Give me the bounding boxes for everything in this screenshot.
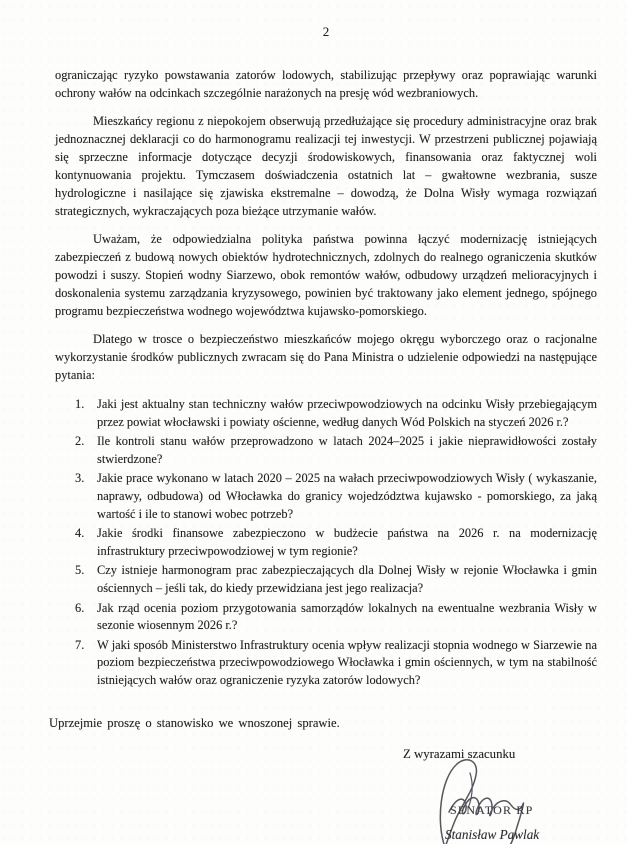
question-text: Czy istnieje harmonogram prac zabezpieczających dla Dolnej Wisły w rejonie Włocławka i gmin ościennych – jeśli tak, do kiedy przewidziana jest jego realizacja? <box>97 563 597 595</box>
question-text: Ile kontroli stanu wałów przeprowadzono w latach 2024–2025 i jakie nieprawidłowości zostały stwierdzone? <box>97 434 597 466</box>
question-item-4 <box>75 525 597 560</box>
question-number: 7. <box>75 637 85 652</box>
question-item-1 <box>75 396 597 431</box>
signature-name: Stanisław Pawlak <box>445 826 540 842</box>
letter-body <box>49 66 597 731</box>
question-number: 2. <box>75 434 85 449</box>
paragraph-3: Uważam, że odpowiedzialna polityka państwa powinna łączyć modernizację istniejących zabezpieczeń z budową nowych obiektów hydrotechnicznych, zdolnych do realnego ograniczenia skutków powodzi i suszy. Stopień wodny Siarzewo, obok remontów wałów, odbudowy urządzeń melioracyjnych i doskonalenia systemu zarządzania kryzysowego, powinien być traktowany jako element jednego, spójnego programu bezpieczeństwa wodnego województwa kujawsko-pomorskiego. <box>55 232 597 318</box>
paragraph-1: ograniczając ryzyko powstawania zatorów lodowych, stabilizując przepływy oraz poprawiając warunki ochrony wałów na odcinkach szczególnie narażonych na presję wód wezbraniowych. <box>55 68 597 100</box>
paragraph-4: Dlatego w trosce o bezpieczeństwo mieszkańców mojego okręgu wyborczego oraz o racjonalne wykorzystanie środków publicznych zwracam się do Pana Ministra o udzielenie odpowiedzi na następujące pytania: <box>55 332 597 382</box>
paragraph-2: Mieszkańcy regionu z niepokojem obserwują przedłużające się procedury administracyjne oraz brak jednoznacznej deklaracji co do harmonogramu realizacji tej inwestycji. W przestrzeni publicznej pojawiają się sprzeczne informacje dotyczące decyzji środowiskowych, finansowania oraz faktycznej woli kontynuowania projektu. Tymczasem doświadczenia ostatnich lat – gwałtowne wezbrania, susze hydrologiczne i nasilające się zjawiska ekstremalne – dowodzą, że Dolna Wisły wymaga rozwiązań strategicznych, wykraczających poza bieżące utrzymanie wałów. <box>55 114 597 218</box>
closing-line: Uprzejmie proszę o stanowisko we wnoszonej sprawie. <box>49 715 340 730</box>
signature-block <box>55 743 597 844</box>
question-text: W jaki sposób Ministerstwo Infrastruktury ocenia wpływ realizacji stopnia wodnego w Siarzewie na poziom bezpieczeństwa przeciwpowodziowego Włocławka i gmin ościennych, w tym na stabilność istniejących wałów oraz ograniczenie ryzyka zatorów lodowych? <box>97 637 597 687</box>
question-number: 5. <box>75 563 85 578</box>
question-text: Jakie prace wykonano w latach 2020 – 2025 na wałach przeciwpowodziowych Wisły ( wykaszanie, naprawy, odbudowa) od Włocławka do granicy wojedzództwa kujawsko - pomorskiego, za jaką wartość i ile to stanowi wobec potrzeb? <box>97 471 597 521</box>
question-item-5 <box>75 562 597 597</box>
question-text: Jak rząd ocenia poziom przygotowania samorządów lokalnych na ewentualne wezbrania Wisły w sezonie wiosennym 2026 r.? <box>97 600 597 633</box>
question-number: 1. <box>75 397 85 411</box>
question-number: 3. <box>75 471 85 486</box>
question-item-6 <box>75 600 597 635</box>
page-number: 2 <box>322 24 330 39</box>
question-item-2 <box>75 433 597 468</box>
signature-title: SENATOR RP <box>450 802 534 817</box>
question-item-7 <box>75 637 597 690</box>
question-text: Jakie środki finansowe zabezpieczono w budżecie państwa na 2026 r. na modernizację infrastruktury przeciwpowodziowej w tym regionie? <box>97 526 597 558</box>
signature-salutation: Z wyrazami szacunku <box>403 746 516 761</box>
question-text: Jaki jest aktualny stan techniczny wałów przeciwpowodziowych na odcinku Wisły przebiegającym przez powiat włocławski i powiaty ościenne, według danych Wód Polskich na styczeń 2026 r.? <box>97 397 597 429</box>
question-item-3 <box>75 470 597 523</box>
questions-list <box>55 396 597 690</box>
question-number: 6. <box>75 600 85 615</box>
question-number: 4. <box>75 526 85 541</box>
